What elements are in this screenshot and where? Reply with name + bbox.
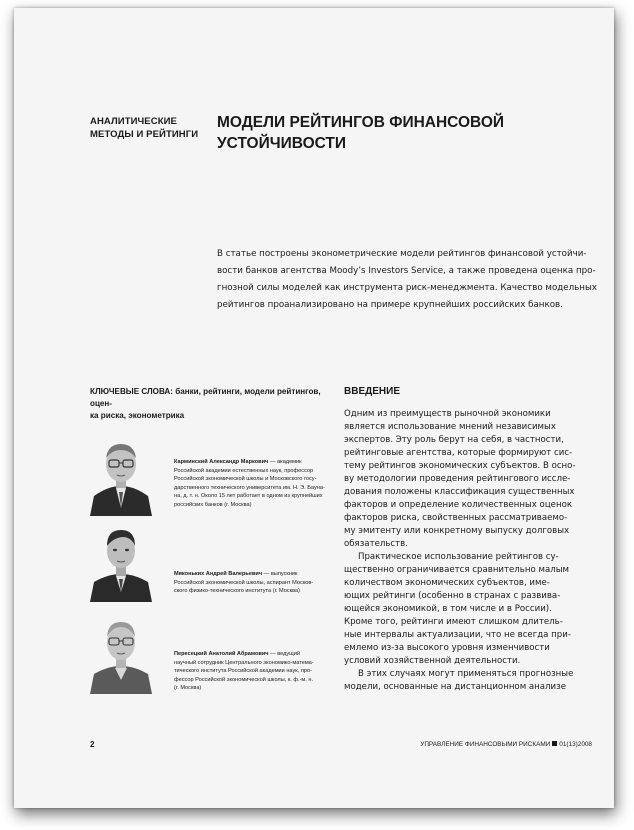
bio-line: российских банков (г. Москва): [174, 501, 252, 508]
bio-line: — выпускник: [262, 571, 298, 577]
section-tag: [90, 115, 210, 141]
author-name: Пересецкий Анатолий Абрамович: [174, 651, 269, 657]
bio-line: Российской академии естественных наук, профессор: [174, 467, 314, 474]
bio-line: фессор Российской экономической школы, к. ф.-м. н.: [174, 676, 313, 683]
author-name: Мяконьких Андрей Валерьевич: [174, 571, 263, 577]
abstract-line: вости банков агентства Moody’s Investors Service, а также проведена оценка про-: [217, 266, 596, 276]
abstract-line: рейтингов проанализировано на примере крупнейших российских банков.: [217, 300, 563, 310]
body-text: [344, 408, 592, 694]
section-tag-line: МЕТОДЫ И РЕЙТИНГИ: [90, 129, 199, 140]
author-bio: [174, 650, 340, 693]
keywords-line: КЛЮЧЕВЫЕ СЛОВА: банки, рейтинги, модели рейтингов, оцен-: [90, 387, 321, 408]
author-card: [88, 524, 338, 614]
bio-line: Российской экономической школы, аспирант Москов-: [174, 579, 314, 586]
bio-line: дарственного технического университета им. Н. Э. Бауна-: [174, 484, 325, 491]
title-line: МОДЕЛИ РЕЙТИНГОВ ФИНАНСОВОЙ: [217, 114, 505, 131]
bio-line: Российской экономической школы и Московского госу-: [174, 476, 317, 483]
bio-line: (г. Москва): [174, 685, 202, 692]
section-heading: ВВЕДЕНИЕ: [344, 386, 400, 397]
paragraph: В этих случаях могут применяться прогнозные модели, основанные на дистанционном анализе: [344, 669, 574, 692]
paragraph: Практическое использование рейтингов су- щественно ограничивается сравнительно малым количеством экономических субъектов, име- ющих рейтинги (особенно в странах с развива- ющейся экономикой, в том числе и в России). Кроме того, рейтинги имеют слишком длитель- ные интервалы актуализации, что не всегда при- емлемо из-за высокого уровня изменчивости условий хозяйственной деятельности.: [344, 552, 571, 666]
keywords: [90, 386, 330, 422]
bio-line: тического института Российской академии наук, про-: [174, 668, 312, 675]
bio-line: научный сотрудник Центрального экономико-матема-: [174, 659, 314, 666]
author-bio: [174, 570, 340, 596]
author-card: [88, 438, 338, 528]
section-tag-line: АНАЛИТИЧЕСКИЕ: [90, 116, 177, 127]
author-bio: [174, 458, 340, 510]
bio-line: на, д. т. н. Около 15 лет работает в одном из крупнейших: [174, 493, 323, 500]
abstract-line: В статье построены эконометрические модели рейтингов финансовой устойчи-: [217, 249, 587, 259]
author-photo: [88, 524, 154, 602]
bio-line: — академик: [268, 459, 302, 465]
journal-name: УПРАВЛЕНИЕ ФИНАНСОВЫМИ РИСКАМИ: [420, 741, 551, 748]
abstract-line: гнозной силы моделей как инструмента риск-менеджмента. Качество модельных: [217, 283, 597, 293]
bio-line: — ведущий: [268, 651, 301, 657]
author-photo: [88, 616, 154, 694]
title-line: УСТОЙЧИВОСТИ: [217, 135, 347, 152]
square-bullet-icon: [552, 741, 557, 746]
author-photo: [88, 438, 154, 516]
issue-number: 01(13)2008: [559, 741, 592, 748]
page-number: 2: [90, 740, 95, 749]
paragraph: Одним из преимуществ рыночной экономики является использование мнений независимых экспертов. Эту роль берут на себя, в частности, рейтинговые агентства, которые формируют сис- тему рейтингов экономических субъектов. В осно- ву методологии проведения рейтингового иссле- дования положены классификация существенных факторов и определение количественных оценок факторов риска, свойственных рассматриваемо- му эмитенту или конкретному выпуску долговых обязательств.: [344, 409, 576, 549]
article-title: [217, 112, 547, 154]
keywords-line: ка риска, эконометрика: [90, 411, 185, 420]
bio-line: ского физико-технического института (г. Москва): [174, 588, 300, 595]
journal-page: [14, 8, 614, 808]
author-card: [88, 616, 338, 706]
author-name: Карминский Александр Маркович: [174, 459, 269, 465]
journal-footer: [420, 741, 592, 748]
abstract: [217, 246, 607, 314]
